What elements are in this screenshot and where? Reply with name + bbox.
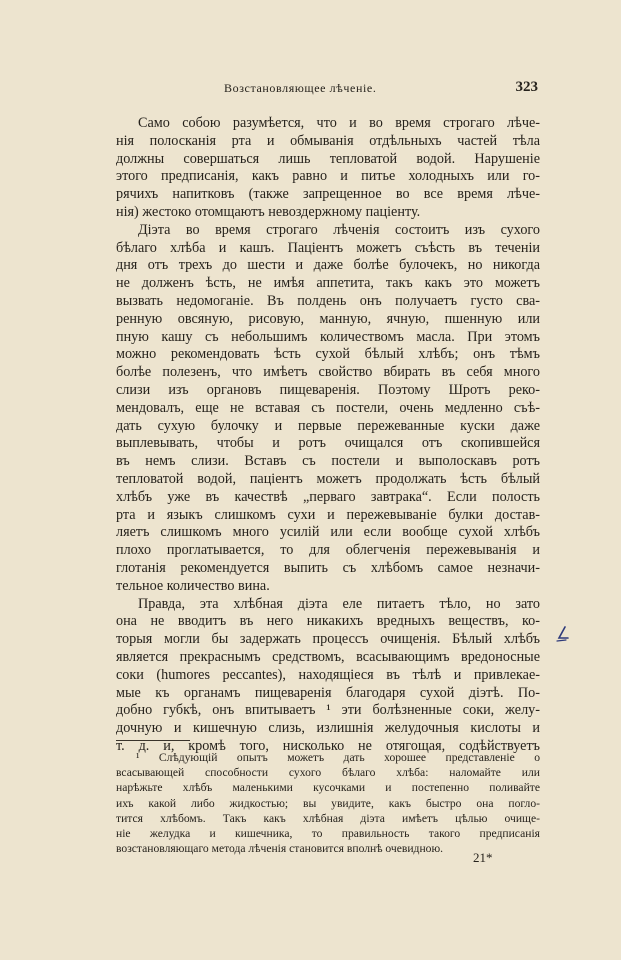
footnote-line: ихъ какой либо жидкостью; вы увидите, какъ быстро она погло- [116, 796, 540, 810]
text-line: рячихъ напитковъ (также запрещенное во все время лѣче- [116, 186, 540, 203]
text-line: мые къ органамъ пищеваренія благодаря сухой діэтѣ. По- [116, 684, 540, 701]
footnote-line: ніе желудка и кишечника, то правильность такого предписанія [116, 826, 540, 840]
text-line: можно рекомендовать ѣсть сухой бѣлый хлѣбъ; онъ тѣмъ [116, 346, 540, 363]
footnote-line: нарѣжьте хлѣбъ маленькими кусочками и постепенно поливайте [116, 781, 540, 795]
text-line: торыя могли бы задержать процессъ очищенія. Бѣлый хлѣбъ [116, 631, 540, 648]
text-line: Діэта во время строгаго лѣченія состоитъ изъ сухого [138, 221, 540, 238]
text-line: плохо проглатывается, то для облегченія пережевыванія и [116, 542, 540, 559]
text-line: добно губкѣ, онъ впитываетъ ¹ эти болѣзненные соки, желу- [116, 702, 540, 719]
running-title: Возстановляющее лѣченіе. [224, 81, 377, 95]
text-line: болѣе полезенъ, что имѣетъ свойство вбирать въ себя много [116, 364, 540, 381]
text-line: ляетъ слишкомъ много усилій или если вообще сухой хлѣбъ [116, 524, 540, 541]
text-line: нія полосканія рта и обмыванія отдѣльныхъ частей тѣла [116, 132, 540, 149]
text-line: этого предписанія, какъ равно и питье холодныхъ или го- [116, 168, 540, 185]
text-line: хлѣбъ уже въ качествѣ „перваго завтрака“. Если полость [116, 488, 540, 505]
text-line: Само собою разумѣется, что и во время строгаго лѣче- [138, 115, 540, 131]
footnote [116, 750, 540, 856]
page-number: 323 [515, 79, 538, 95]
text-line: ренную овсяную, рисовую, манную, ячную, пшенную или [116, 310, 540, 327]
text-line: глотанія рекомендуется выпить съ хлѣбомъ самое незначи- [116, 559, 540, 576]
printer-signature-mark: 21* [473, 850, 493, 865]
text-line: является прекраснымъ средствомъ, всасывающимъ вредоносные [116, 648, 540, 665]
text-line: дочную и кишечную слизь, излишнія желудочныя кислоты и [116, 720, 540, 737]
text-line: не долженъ ѣсть, не имѣя аппетита, такъ какъ это можетъ [116, 275, 540, 292]
footnote-line: всасывающей способности сухого бѣлаго хлѣба: наломайте или [116, 766, 540, 780]
text-line: выплевывать, чтобы и ротъ очищался отъ скопившейся [116, 435, 540, 452]
text-line: должны совершаться лишь тепловатой водой. Нарушеніе [116, 150, 540, 167]
text-line: тельное количество вина. [116, 577, 270, 594]
footnote-line: тится хлѣбомъ. Такъ какъ хлѣбная діэта имѣетъ цѣлью очище- [116, 811, 540, 825]
text-line: мендовалъ, еще не вставая съ постели, очень медленно съѣ- [116, 399, 540, 416]
text-line: т. д. и, кромѣ того, нисколько не отягощая, содѣйствуетъ [116, 737, 540, 754]
footnote-line: возстановляющаго метода лѣченія становится вполнѣ очевидною. [116, 842, 444, 856]
page-header [116, 79, 540, 99]
text-line: пную кашу съ небольшимъ количествомъ масла. При этомъ [116, 328, 540, 345]
text-line: вызвать недомоганіе. Въ полдень онъ получаетъ густо сва- [116, 292, 540, 309]
text-line: Правда, эта хлѣбная діэта еле питаетъ тѣло, но зато [138, 595, 540, 612]
text-line: тепловатой водой, паціентъ можетъ продолжать ѣсть бѣлый [116, 470, 540, 487]
text-line: она не вводитъ въ него никакихъ вредныхъ веществъ, ко- [116, 613, 540, 630]
text-line: въ немъ слизи. Вставъ съ постели и выполоскавъ ротъ [116, 453, 540, 470]
text-line: слизи изъ органовъ пищеваренія. Поэтому Шротъ реко- [116, 381, 540, 398]
text-line: дать сухую булочку и первые пережеванные куски даже [116, 417, 540, 434]
footnote-line: ¹ Слѣдующій опытъ можетъ дать хорошее представленіе о [136, 751, 540, 764]
text-line: соки (humores peccantes), находящіеся въ тѣлѣ и привлекае- [116, 666, 540, 683]
pencil-margin-mark [556, 626, 570, 642]
text-line: бѣлаго хлѣба и кашъ. Паціентъ можетъ съѣсть въ теченіи [116, 239, 540, 256]
main-text [116, 115, 540, 756]
text-line: нія) жестоко отомщаютъ невоздержному паціенту. [116, 203, 421, 220]
text-line: дня отъ трехъ до шести и даже болѣе булочекъ, но никогда [116, 257, 540, 274]
text-line: рта и языкъ слишкомъ сухи и пережевываніе булки достав- [116, 506, 540, 523]
footnote-divider [116, 740, 190, 741]
